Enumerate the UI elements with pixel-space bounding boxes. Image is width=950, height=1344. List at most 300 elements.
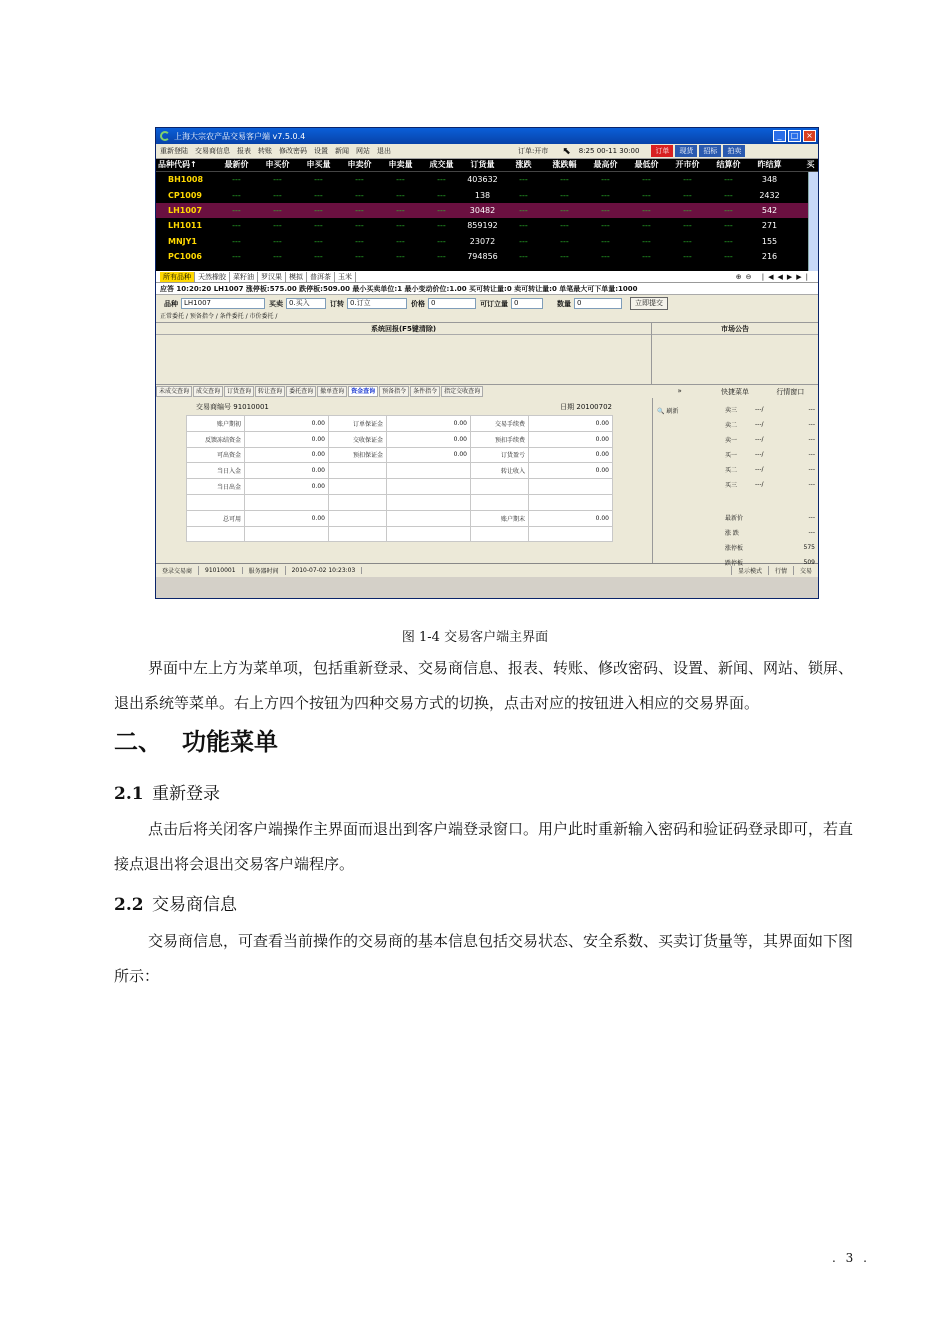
column-header[interactable]: 涨跌幅 — [552, 160, 577, 169]
quote-cell: --- — [519, 236, 528, 246]
query-tabs — [156, 384, 818, 398]
quote-cell: --- — [355, 221, 364, 231]
fund-value: 0.00 — [387, 447, 471, 463]
quote-row[interactable] — [156, 203, 818, 218]
fund-label — [471, 479, 529, 495]
quote-cell: --- — [437, 190, 446, 200]
query-tab[interactable]: 转让查询 — [255, 386, 285, 397]
order-volume: 794856 — [467, 252, 498, 262]
column-header[interactable]: 涨跌 — [515, 160, 532, 169]
book-cell: ---/ — [755, 466, 764, 473]
quote-cell: --- — [642, 190, 651, 200]
market-status: 订单:开市 — [518, 147, 549, 155]
variety-tabs — [156, 271, 818, 283]
order-form — [156, 295, 818, 312]
column-header[interactable]: 开市价 — [675, 160, 700, 169]
fund-label: 预扣保证金 — [329, 447, 387, 463]
quote-cell: --- — [519, 205, 528, 215]
side-select[interactable]: 0.买入 — [286, 298, 326, 309]
quote-cell: --- — [683, 175, 692, 185]
column-header[interactable]: 申买量 — [306, 160, 331, 169]
query-tab[interactable]: 预备指令 — [379, 386, 409, 397]
query-tab[interactable]: 资金查询 — [348, 386, 378, 397]
fund-row — [187, 479, 613, 495]
figure-caption: 图 1-4 交易客户端主界面 — [401, 630, 549, 645]
fund-label — [329, 479, 387, 495]
fund-row — [187, 416, 613, 432]
mode-button-auction[interactable]: 拍卖 — [723, 145, 745, 157]
fund-value: 0.00 — [245, 447, 329, 463]
quote-cell: --- — [683, 190, 692, 200]
quote-cell: --- — [273, 252, 282, 262]
column-header[interactable]: 申卖量 — [388, 160, 413, 169]
book-cell: 卖三 — [725, 407, 738, 414]
trader-id-label: 交易商编号 — [196, 403, 231, 411]
quote-cell: --- — [724, 252, 733, 262]
quote-cell: --- — [232, 190, 241, 200]
fund-value — [529, 494, 613, 510]
quote-cell: --- — [314, 205, 323, 215]
order-book — [725, 402, 815, 492]
fund-label: 反馈冻结资金 — [187, 431, 245, 447]
quote-cell: --- — [273, 190, 282, 200]
quote-cell: --- — [724, 190, 733, 200]
quote-row[interactable] — [156, 234, 818, 249]
column-header[interactable]: 昨结算 — [757, 160, 782, 169]
query-tab[interactable]: 撤单查询 — [317, 386, 347, 397]
quote-cell: --- — [314, 190, 323, 200]
order-volume: 403632 — [467, 175, 498, 185]
tab-simulated[interactable]: 模拟 — [286, 272, 307, 282]
query-tab[interactable]: 未成交查询 — [156, 386, 192, 397]
quote-cell: --- — [314, 236, 323, 246]
book-cell: --- — [808, 421, 815, 428]
menu-item-news[interactable]: 新闻 — [335, 147, 349, 155]
book-row — [725, 477, 815, 492]
market-view-button[interactable]: 行情 — [768, 566, 793, 575]
book-cell: 卖二 — [725, 422, 738, 429]
menu-item-relogin[interactable]: 重新登陆 — [160, 147, 188, 155]
quote-cell: --- — [355, 190, 364, 200]
stat-cell: 575 — [803, 544, 815, 551]
fund-table — [186, 415, 613, 542]
system-reply-title: 系统回报(F5键清除) — [156, 323, 651, 335]
quote-cell: --- — [396, 175, 405, 185]
quote-cell: --- — [560, 221, 569, 231]
paragraph-relogin: 点击后将关闭客户端操作主界面而退出到客户端登录窗口。用户此时重新输入密码和验证码登录即可，若直接点退出将会退出交易客户端程序。 — [114, 820, 854, 873]
fund-label — [329, 526, 387, 542]
fund-value — [529, 479, 613, 495]
tab-puer[interactable]: 普洱茶 — [307, 272, 335, 282]
quote-cell: --- — [314, 221, 323, 231]
refresh-icon: 🔍 — [657, 408, 665, 415]
stat-row — [725, 525, 815, 540]
subsection-title: 交易商信息 — [152, 895, 237, 915]
column-header[interactable]: 结算价 — [716, 160, 741, 169]
book-cell: 卖一 — [725, 437, 738, 444]
quote-cell: --- — [724, 175, 733, 185]
fund-label — [329, 510, 387, 526]
quote-scrollbar[interactable] — [808, 172, 818, 271]
fund-label: 账户期初 — [187, 416, 245, 432]
info-line: 应答 10:20:20 LH1007 涨停板:575.00 跌停板:509.00 最小买卖单位:1 最小变动价位:1.00 买可转让量:0 卖可转让量:0 单笔最大可下单量:1000 — [156, 283, 818, 295]
order-volume: 859192 — [467, 221, 498, 231]
subsection-relogin — [114, 779, 220, 804]
variety-code: MNJY1 — [168, 236, 197, 246]
fund-value — [245, 494, 329, 510]
mode-button-order[interactable]: 订单 — [651, 145, 673, 157]
variety-code: LH1007 — [168, 205, 203, 215]
quote-cell: --- — [683, 221, 692, 231]
quote-cell: --- — [560, 190, 569, 200]
fund-value: 0.00 — [529, 447, 613, 463]
quote-cell: --- — [519, 175, 528, 185]
price-input[interactable]: 0 — [428, 298, 476, 309]
fund-label: 订单保证金 — [329, 416, 387, 432]
quote-cell: --- — [724, 221, 733, 231]
fund-value — [387, 494, 471, 510]
fund-value — [387, 510, 471, 526]
fund-label — [471, 494, 529, 510]
query-tab[interactable]: 委托查询 — [286, 386, 316, 397]
cursor-icon: ⬉ — [562, 145, 571, 157]
quote-cell: --- — [560, 205, 569, 215]
stat-cell: --- — [808, 514, 815, 521]
type-select[interactable]: 0.订立 — [347, 298, 407, 309]
fund-value: 0.00 — [529, 431, 613, 447]
column-header[interactable]: 买 — [806, 160, 815, 169]
fund-label: 订货盈亏 — [471, 447, 529, 463]
book-cell: 买一 — [725, 452, 738, 459]
book-row — [725, 417, 815, 432]
fund-label — [187, 526, 245, 542]
column-header[interactable]: 最低价 — [634, 160, 659, 169]
market-window-tab[interactable]: 行情窗口 — [776, 387, 805, 396]
window-title: 上海大宗农产品交易客户端 v7.5.0.4 — [174, 131, 306, 141]
quote-cell: --- — [642, 205, 651, 215]
paragraph-trader-info: 交易商信息，可查看当前操作的交易商的基本信息包括交易状态、安全系数、买卖订货量等，其界面如下图所示： — [114, 932, 854, 985]
app-icon — [160, 131, 170, 141]
fund-label: 转让收入 — [471, 463, 529, 479]
menu-item-password[interactable]: 修改密码 — [279, 147, 307, 155]
title-bar — [156, 128, 818, 144]
menu-item-website[interactable]: 网站 — [356, 147, 370, 155]
quote-row[interactable] — [156, 187, 818, 202]
fund-header — [196, 402, 612, 412]
fund-row — [187, 463, 613, 479]
quote-cell: --- — [601, 175, 610, 185]
menu-item-exit[interactable]: 退出 — [377, 147, 391, 155]
qty-label: 数量 — [557, 299, 571, 308]
market-side-panel — [652, 398, 818, 567]
fund-value — [387, 526, 471, 542]
status-trader-label: 登录交易商 — [156, 566, 199, 575]
order-volume: 30482 — [469, 205, 496, 215]
fund-row — [187, 526, 613, 542]
prev-settlement: 348 — [761, 175, 778, 185]
fund-value — [387, 463, 471, 479]
quote-cell: --- — [642, 175, 651, 185]
market-notice-panel — [652, 323, 818, 384]
status-server-time: 2010-07-02 10:23:03 — [286, 567, 363, 574]
prev-settlement: 155 — [761, 236, 778, 246]
quote-cell: --- — [232, 221, 241, 231]
book-cell: --- — [808, 466, 815, 473]
quote-cell: --- — [642, 252, 651, 262]
order-volume: 138 — [474, 190, 491, 200]
tab-luohan[interactable]: 罗汉果 — [258, 272, 286, 282]
prev-settlement: 216 — [761, 252, 778, 262]
prev-settlement: 271 — [761, 221, 778, 231]
quote-cell: --- — [437, 252, 446, 262]
book-cell: ---/ — [755, 451, 764, 458]
fund-label — [187, 494, 245, 510]
fund-value — [387, 479, 471, 495]
stat-cell: 涨停板 — [725, 545, 744, 552]
collapse-icon[interactable]: » — [677, 386, 682, 395]
variety-code: PC1006 — [168, 252, 202, 262]
tab-all[interactable]: 所有品种 — [160, 272, 195, 282]
quote-cell: --- — [642, 236, 651, 246]
quote-rows — [156, 172, 818, 264]
subsection-title: 重新登录 — [152, 784, 220, 804]
message-area — [156, 322, 818, 384]
query-tab[interactable]: 指定交收查询 — [441, 386, 483, 397]
close-icon[interactable]: × — [803, 130, 816, 142]
section-heading — [114, 722, 278, 757]
quote-row[interactable] — [156, 172, 818, 187]
status-bar — [156, 563, 818, 577]
trading-time: 8:25 00-11 30:00 — [578, 147, 640, 155]
book-row — [725, 462, 815, 477]
quote-cell: --- — [355, 175, 364, 185]
subsection-number: 2.2 — [114, 895, 144, 915]
quote-cell: --- — [601, 221, 610, 231]
fund-value: 0.00 — [245, 463, 329, 479]
query-tab[interactable]: 订货查询 — [224, 386, 254, 397]
mode-button-spot[interactable]: 现货 — [675, 145, 697, 157]
book-cell: ---/ — [755, 421, 764, 428]
side-tabs — [652, 387, 818, 397]
maximize-icon[interactable]: □ — [788, 130, 801, 142]
column-header[interactable]: 申卖价 — [347, 160, 372, 169]
variety-code: CP1009 — [168, 190, 202, 200]
trader-id-value: 91010001 — [233, 403, 269, 411]
avail-label: 可订立量 — [480, 299, 508, 308]
column-header[interactable]: 订货量 — [470, 160, 495, 169]
avail-field: 0 — [511, 298, 543, 309]
display-mode-label: 显示模式 — [731, 566, 768, 575]
book-cell: 买二 — [725, 467, 738, 474]
book-cell: ---/ — [755, 481, 764, 488]
stat-row — [725, 555, 815, 570]
quote-cell: --- — [519, 190, 528, 200]
book-row — [725, 402, 815, 417]
fund-label: 交易手续费 — [471, 416, 529, 432]
fund-label — [471, 526, 529, 542]
order-subtabs[interactable]: 正常委托 / 预备指令 / 条件委托 / 市价委托 / — [156, 312, 818, 322]
variety-select[interactable]: LH1007 — [181, 298, 265, 309]
quote-cell: --- — [314, 252, 323, 262]
quote-cell: --- — [683, 236, 692, 246]
variety-label: 品种 — [164, 299, 178, 308]
quote-cell: --- — [560, 175, 569, 185]
section-number: 二、 — [114, 728, 162, 756]
status-trader-id: 91010001 — [199, 567, 243, 574]
quote-cell: --- — [519, 252, 528, 262]
fund-row — [187, 494, 613, 510]
subsection-trader-info — [114, 890, 237, 915]
fund-value — [245, 526, 329, 542]
quote-cell: --- — [437, 236, 446, 246]
quote-cell: --- — [396, 205, 405, 215]
quote-cell: --- — [560, 252, 569, 262]
quote-cell: --- — [273, 175, 282, 185]
fund-value: 0.00 — [245, 416, 329, 432]
fund-label: 账户期末 — [471, 510, 529, 526]
book-cell: ---/ — [755, 436, 764, 443]
stat-cell: --- — [808, 529, 815, 536]
quote-cell: --- — [273, 236, 282, 246]
quote-cell: --- — [437, 175, 446, 185]
book-cell: --- — [808, 481, 815, 488]
fund-value: 0.00 — [529, 510, 613, 526]
date-value: 20100702 — [576, 403, 612, 411]
quote-cell: --- — [560, 236, 569, 246]
query-tab[interactable]: 条件指令 — [410, 386, 440, 397]
column-header[interactable]: 申买价 — [265, 160, 290, 169]
status-server-time-label: 服务器时间 — [243, 566, 286, 575]
fund-value: 0.00 — [387, 416, 471, 432]
book-row — [725, 432, 815, 447]
nav-arrows-icon[interactable]: ⊕⊖ |◀◀▶▶| — [735, 272, 812, 281]
quote-cell: --- — [355, 252, 364, 262]
fund-label — [329, 463, 387, 479]
prev-settlement: 542 — [761, 205, 778, 215]
quick-menu-tab[interactable]: 快捷菜单 — [720, 387, 749, 396]
date-label: 日期 — [560, 403, 575, 411]
quote-cell: --- — [437, 221, 446, 231]
paragraph-interface: 界面中左上方为菜单项，包括重新登录、交易商信息、报表、转账、修改密码、设置、新闻、网站、锁屏、退出系统等菜单。右上方四个按钮为四种交易方式的切换，点击对应的按钮进入相应的交易界面。 — [114, 659, 854, 712]
tab-corn[interactable]: 玉米 — [335, 272, 356, 282]
fund-row — [187, 510, 613, 526]
fund-value: 0.00 — [529, 416, 613, 432]
column-header[interactable]: 最高价 — [593, 160, 618, 169]
fund-value: 0.00 — [245, 431, 329, 447]
fund-row — [187, 431, 613, 447]
stat-row — [725, 510, 815, 525]
quote-cell: --- — [232, 175, 241, 185]
tab-rapeseed-oil[interactable]: 菜籽油 — [230, 272, 258, 282]
page-number: . 3 . — [832, 1251, 870, 1265]
client-screenshot — [155, 127, 819, 599]
qty-input[interactable]: 0 — [574, 298, 622, 309]
refresh-label: 刷新 — [666, 408, 679, 415]
quote-row[interactable] — [156, 218, 818, 233]
fund-value: 0.00 — [245, 479, 329, 495]
column-header[interactable]: 最新价 — [224, 160, 249, 169]
fund-label: 交收保证金 — [329, 431, 387, 447]
refresh-button[interactable] — [657, 406, 678, 415]
quote-cell: --- — [642, 221, 651, 231]
side-label: 买卖 — [269, 299, 283, 308]
variety-code: BH1008 — [168, 175, 204, 185]
menu-item-settings[interactable]: 设置 — [314, 147, 328, 155]
quote-cell: --- — [355, 205, 364, 215]
quote-cell: --- — [355, 236, 364, 246]
quote-cell: --- — [601, 236, 610, 246]
stat-cell: 509 — [803, 559, 815, 566]
fund-label: 可出资金 — [187, 447, 245, 463]
query-tab-list — [156, 386, 484, 397]
price-stats — [725, 510, 815, 570]
trade-view-button[interactable]: 交易 — [793, 566, 818, 575]
quote-cell: --- — [724, 205, 733, 215]
quote-cell: --- — [232, 252, 241, 262]
book-cell: --- — [808, 451, 815, 458]
type-label: 订转 — [330, 299, 344, 308]
menu-item-transfer[interactable]: 转账 — [258, 147, 272, 155]
quote-cell: --- — [724, 236, 733, 246]
quote-cell: --- — [437, 205, 446, 215]
book-row — [725, 447, 815, 462]
quote-cell: --- — [273, 205, 282, 215]
quote-cell: --- — [396, 236, 405, 246]
quote-cell: --- — [396, 252, 405, 262]
fund-value: 0.00 — [529, 463, 613, 479]
fund-query-panel — [156, 398, 652, 563]
mode-button-tender[interactable]: 招标 — [699, 145, 721, 157]
quote-header — [156, 159, 818, 172]
minimize-icon[interactable]: _ — [773, 130, 786, 142]
stat-cell: 涨 跌 — [725, 530, 739, 537]
book-cell: --- — [808, 436, 815, 443]
quote-row[interactable] — [156, 249, 818, 264]
order-volume: 23072 — [469, 236, 496, 246]
fund-label — [329, 494, 387, 510]
stat-cell: 跌停板 — [725, 560, 744, 567]
fund-label: 当日入金 — [187, 463, 245, 479]
fund-value: 0.00 — [387, 431, 471, 447]
book-cell: ---/ — [755, 406, 764, 413]
prev-settlement: 2432 — [759, 190, 780, 200]
section-title: 功能菜单 — [182, 728, 278, 756]
stat-cell: 最新价 — [725, 515, 744, 522]
query-tab[interactable]: 成交查询 — [193, 386, 223, 397]
menu-item-trader-info[interactable]: 交易商信息 — [195, 147, 230, 155]
quote-cell: --- — [232, 205, 241, 215]
variety-code: LH1011 — [168, 221, 203, 231]
quote-board — [156, 159, 818, 271]
menu-bar — [156, 144, 818, 159]
column-header[interactable]: 品种代码↑ — [158, 160, 197, 169]
fund-value — [529, 526, 613, 542]
tab-rubber[interactable]: 天然橡胶 — [195, 272, 230, 282]
quote-cell: --- — [232, 236, 241, 246]
quote-cell: --- — [683, 252, 692, 262]
quote-cell: --- — [396, 221, 405, 231]
quote-cell: --- — [273, 221, 282, 231]
submit-button[interactable]: 立即提交 — [630, 297, 668, 310]
fund-row — [187, 447, 613, 463]
quote-cell: --- — [601, 190, 610, 200]
quote-cell: --- — [601, 205, 610, 215]
book-cell: --- — [808, 406, 815, 413]
book-cell: 买三 — [725, 482, 738, 489]
system-reply-panel — [156, 323, 652, 384]
column-header[interactable]: 成交量 — [429, 160, 454, 169]
menu-item-report[interactable]: 报表 — [237, 147, 251, 155]
